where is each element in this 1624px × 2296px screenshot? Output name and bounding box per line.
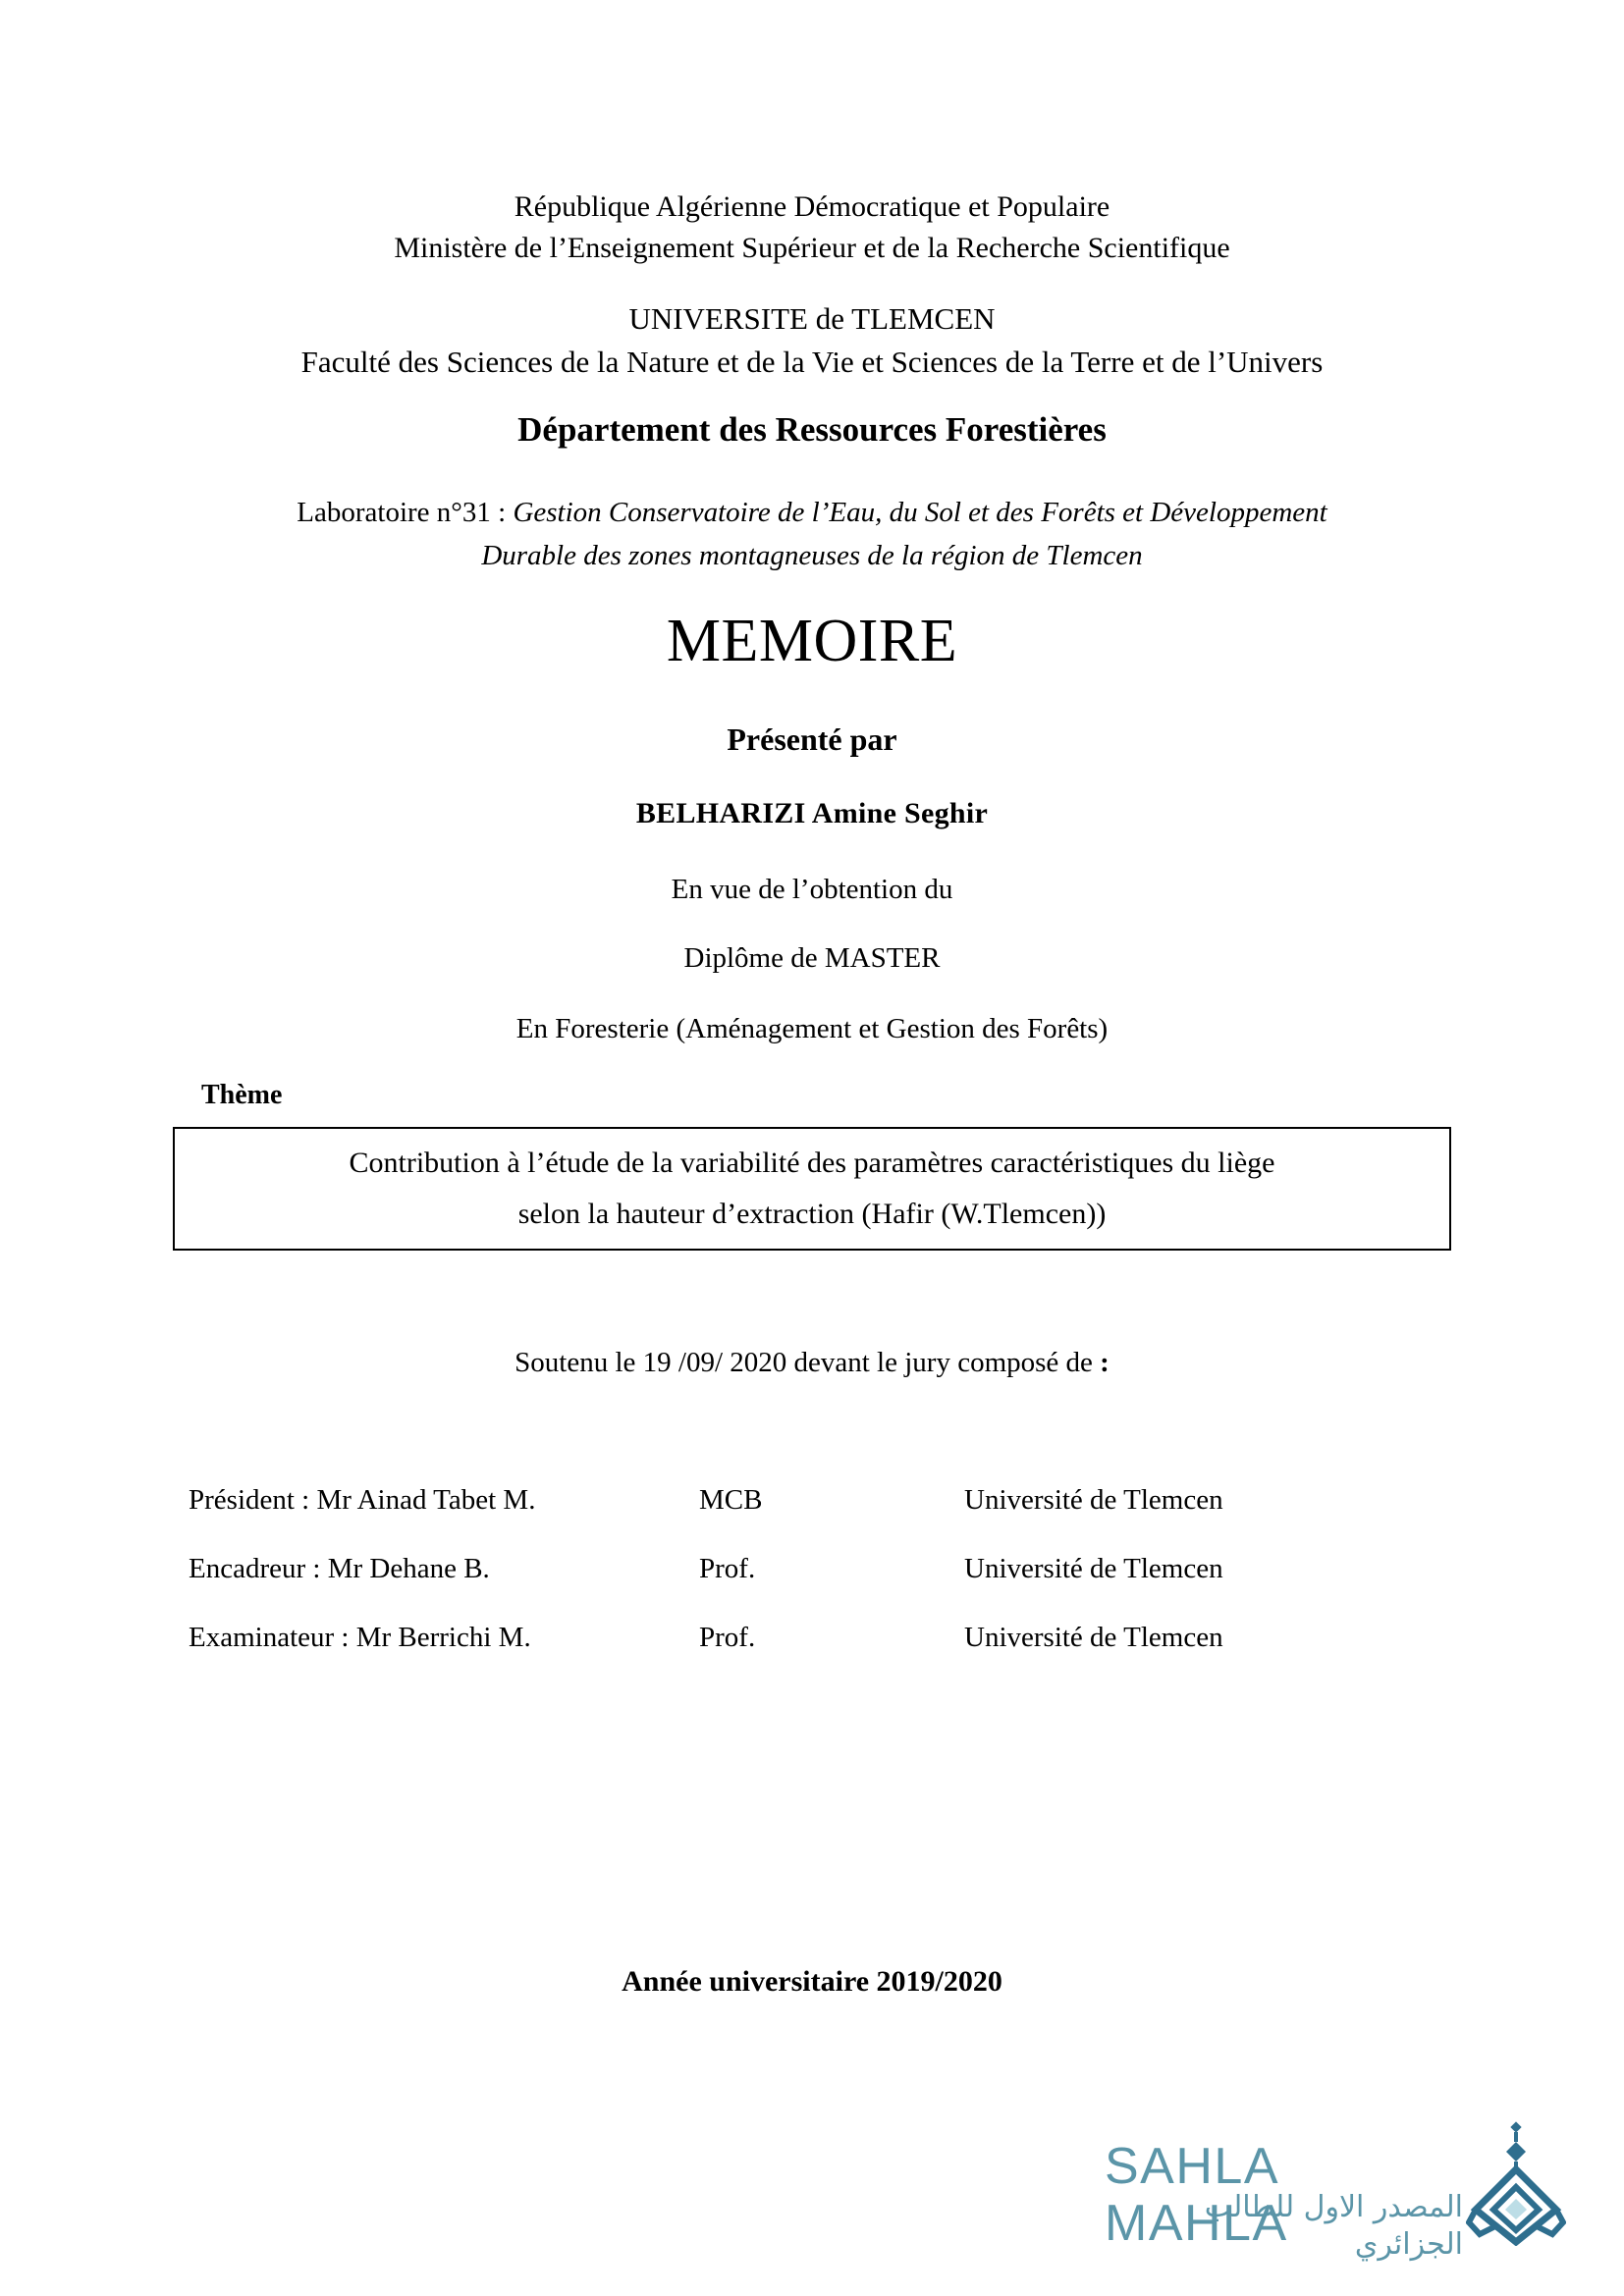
jury-grade: Prof. [699,1622,756,1653]
theme-title-line-1: Contribution à l’étude de la variabilité des paramètres caractéristiques du liège [349,1147,1275,1179]
ministry-line: Ministère de l’Enseignement Supérieur et de la Recherche Scientifique [394,232,1230,264]
sahla-mahla-logo [1105,2120,1566,2262]
jury-table [189,1484,1357,1690]
defense-colon: : [1100,1347,1110,1378]
jury-institution: Université de Tlemcen [964,1553,1223,1584]
department-name: Département des Ressources Forestières [517,410,1107,449]
jury-role: Président : Mr Ainad Tabet M. [189,1484,536,1516]
theme-title-line-2: selon la hauteur d’extraction (Hafir (W.Tlemcen)) [517,1198,1107,1230]
republic-line: République Algérienne Démocratique et Populaire [514,190,1110,223]
degree-name-line: Diplôme de MASTER [683,942,941,974]
berber-diamond-icon [1466,2120,1566,2246]
table-row [189,1553,1357,1622]
presented-by-label: Présenté par [727,721,897,757]
jury-grade: Prof. [699,1553,756,1584]
table-row [189,1484,1357,1553]
faculty-name: Faculté des Sciences de la Nature et de la Vie et Sciences de la Terre et de l’Univers [300,345,1324,379]
defense-date-line [0,1347,1624,1379]
theme-title [324,1138,1301,1240]
degree-intent-line: En vue de l’obtention du [671,874,953,905]
university-name: UNIVERSITE de TLEMCEN [628,301,996,336]
author-name: BELHARIZI Amine Seghir [635,797,989,829]
laboratory-block [0,491,1624,577]
theme-label: Thème [201,1080,283,1110]
jury-institution: Université de Tlemcen [964,1622,1223,1653]
document-type-title: MEMOIRE [666,608,958,674]
theme-box [173,1127,1451,1251]
university-header [0,297,1624,384]
jury-role: Encadreur : Mr Dehane B. [189,1553,490,1584]
specialty-line: En Foresterie (Aménagement et Gestion des Forêts) [515,1013,1109,1044]
jury-role: Examinateur : Mr Berrichi M. [189,1622,531,1653]
logo-wordmark: SAHLA MAHLA [1105,2138,1288,2252]
laboratory-prefix: Laboratoire n°31 : [297,497,514,528]
laboratory-line-1 [0,491,1624,534]
logo-tagline-arabic: المصدر الاول للطالب الجزائري [1204,2190,1463,2262]
national-header [0,187,1624,269]
laboratory-name-part-2: Durable des zones montagneuses de la région de Tlemcen [481,540,1143,571]
academic-year: Année universitaire 2019/2020 [622,1965,1002,1998]
laboratory-name-part-1: Gestion Conservatoire de l’Eau, du Sol et des Forêts et Développement [513,497,1327,528]
jury-institution: Université de Tlemcen [964,1484,1223,1516]
table-row [189,1622,1357,1690]
jury-grade: MCB [699,1484,763,1516]
defense-text: Soutenu le 19 /09/ 2020 devant le jury composé de [514,1347,1101,1378]
